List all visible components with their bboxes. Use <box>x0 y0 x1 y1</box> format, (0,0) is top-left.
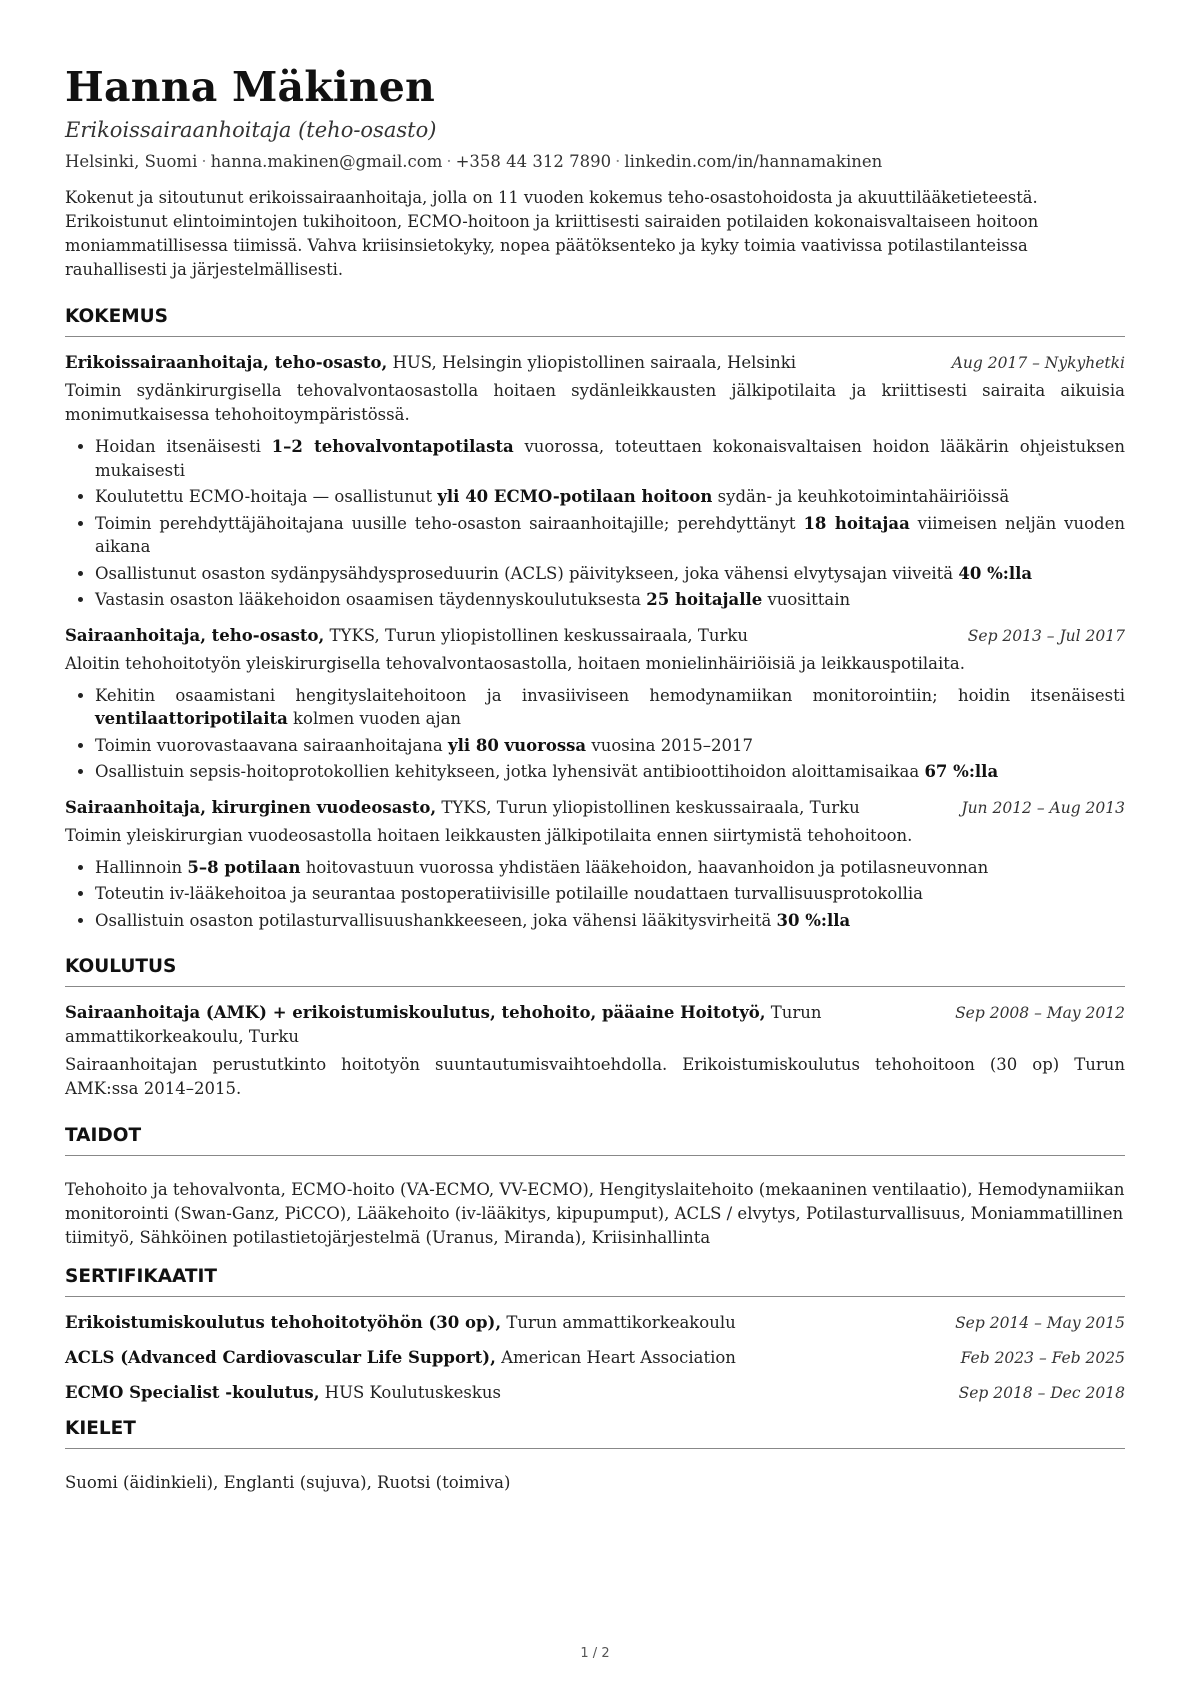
languages-list: Suomi (äidinkieli), Englanti (sujuva), Ruotsi (toimiva) <box>65 1473 511 1492</box>
experience-role: Sairaanhoitaja, kirurginen vuodeosasto, <box>65 797 437 817</box>
education-date: Sep 2008 – May 2012 <box>955 1004 1125 1022</box>
experience-entry <box>65 351 1125 612</box>
experience-bullets <box>65 435 1125 612</box>
bullet-item: • Toimin perehdyttäjähoitajana uusille teho-osaston sairaanhoitajille; perehdyttänyt 18 hoitajaa viimeisen neljän vuoden aikana <box>95 512 1125 559</box>
contact-line <box>65 150 1125 174</box>
contact-linkedin[interactable]: linkedin.com/in/hannamakinen <box>624 152 883 171</box>
bullet-item: • Koulutettu ECMO-hoitaja — osallistunut yli 40 ECMO-potilaan hoitoon sydän- ja keuhkotoimintahäiriöissä <box>95 485 1125 509</box>
experience-description: Toimin yleiskirurgian vuodeosastolla hoitaen leikkausten jälkipotilaita ennen siirtymistä tehohoitoon. <box>65 825 913 845</box>
profile-summary: Kokenut ja sitoutunut erikoissairaanhoitaja, jolla on 11 vuoden kokemus teho-osastohoidosta ja akuuttilääketieteestä. Erikoistunut elintoimintojen tukihoitoon, ECMO-hoitoon ja kriittisesti sairaiden potilaiden kokonaisvaltaiseen hoitoon moniammatillisessa tiimissä. Vahva kriisinsietokyky, nopea päätöksenteko ja kyky toimia vaativissa potilastilanteissa rauhallisesti ja järjestelmällisesti. <box>65 188 1039 279</box>
certificates-list <box>65 1311 1125 1405</box>
section-title-experience: KOKEMUS <box>65 304 1125 337</box>
experience-date: Jun 2012 – Aug 2013 <box>961 798 1125 817</box>
experience-org: TYKS, Turun yliopistollinen keskussairaala, Turku <box>324 625 748 645</box>
section-title-skills: TAIDOT <box>65 1123 1125 1156</box>
certificates-section <box>65 1264 1125 1405</box>
education-section <box>65 954 1125 1101</box>
certificate-name: ECMO Specialist -koulutus, <box>65 1383 320 1402</box>
bullet-item: • Hoidan itsenäisesti 1–2 tehovalvontapotilasta vuorossa, toteuttaen kokonaisvaltaisen hoidon lääkärin ohjeistuksen mukaisesti <box>95 435 1125 482</box>
bullet-item: • Hallinnoin 5–8 potilaan hoitovastuun vuorossa yhdistäen lääkehoidon, haavanhoidon ja potilasneuvonnan <box>95 856 1125 880</box>
experience-date: Aug 2017 – Nykyhetki <box>951 354 1125 372</box>
experience-role: Erikoissairaanhoitaja, teho-osasto, <box>65 353 388 372</box>
section-title-education: KOULUTUS <box>65 954 1125 987</box>
header <box>65 62 1125 282</box>
contact-email[interactable]: hanna.makinen@gmail.com <box>210 152 443 171</box>
experience-description: Aloitin tehohoitotyön yleiskirurgisella tehovalvontaosastolla, hoitaen monielinhäiriöisiä ja leikkauspotilaita. <box>65 653 965 673</box>
education-degree: Sairaanhoitaja (AMK) + erikoistumiskoulutus, tehohoito, pääaine Hoitotyö, <box>65 1003 766 1022</box>
certificate-date: Sep 2018 – Dec 2018 <box>958 1384 1125 1402</box>
languages-section <box>65 1416 1125 1495</box>
contact-location: Helsinki, Suomi <box>65 152 198 171</box>
certificate-item <box>65 1381 1125 1405</box>
bullet-item: • Kehitin osaamistani hengityslaitehoitoon ja invasiiviseen hemodynamiikan monitorointiin; hoidin itsenäisesti ventilaattoripotilaita kolmen vuoden ajan <box>95 684 1125 731</box>
certificate-name: Erikoistumiskoulutus tehohoitotyöhön (30 op), <box>65 1313 502 1332</box>
job-title: Erikoissairaanhoitaja (teho-osasto) <box>65 118 437 142</box>
experience-list <box>65 351 1125 932</box>
skills-section <box>65 1123 1125 1250</box>
education-school: Turun ammattikorkeakoulu, Turku <box>65 1003 822 1046</box>
skills-list: Tehohoito ja tehovalvonta, ECMO-hoito (VA-ECMO, VV-ECMO), Hengityslaitehoito (mekaaninen ventilaatio), Hemodynamiikan monitorointi (Swan-Ganz, PiCCO), Lääkehoito (iv-lääkitys, kipupumput), ACLS / elvytys, Potilasturvallisuus, Moniammatillinen tiimityö, Sähköinen potilastietojärjestelmä (Uranus, Miranda), Kriisinhallinta <box>65 1180 1125 1247</box>
experience-section <box>65 304 1125 932</box>
bullet-item: • Osallistuin osaston potilasturvallisuushankkeeseen, joka vähensi lääkitysvirheitä 30 %:lla <box>95 909 1125 933</box>
certificate-item <box>65 1346 1125 1370</box>
experience-org: TYKS, Turun yliopistollinen keskussairaala, Turku <box>436 797 860 817</box>
candidate-name: Hanna Mäkinen <box>65 63 435 111</box>
bullet-item: • Osallistunut osaston sydänpysähdysproseduurin (ACLS) päivitykseen, joka vähensi elvytysajan viiveitä 40 %:lla <box>95 562 1125 586</box>
certificate-item <box>65 1311 1125 1335</box>
education-description: Sairaanhoitajan perustutkinto hoitotyön suuntautumisvaihtoehdolla. Erikoistumiskoulutus tehohoitoon (30 op) Turun AMK:ssa 2014–2015. <box>65 1055 1125 1098</box>
bullet-item: • Vastasin osaston lääkehoidon osaamisen täydennyskoulutuksesta 25 hoitajalle vuosittain <box>95 588 1125 612</box>
certificate-date: Sep 2014 – May 2015 <box>955 1314 1125 1332</box>
contact-separator: · <box>201 152 207 171</box>
bullet-item: • Toimin vuorovastaavana sairaanhoitajana yli 80 vuorossa vuosina 2015–2017 <box>95 734 1125 758</box>
experience-bullets <box>65 856 1125 933</box>
section-title-certificates: SERTIFIKAATIT <box>65 1264 1125 1297</box>
contact-separator: · <box>446 152 452 171</box>
bullet-item: • Osallistuin sepsis-hoitoprotokollien kehitykseen, jotka lyhensivät antibioottihoidon aloittamisaikaa 67 %:lla <box>95 760 1125 784</box>
education-entry <box>65 1001 1125 1101</box>
section-title-languages: KIELET <box>65 1416 1125 1449</box>
experience-entry <box>65 796 1125 933</box>
page-number: 1 / 2 <box>580 1646 610 1661</box>
experience-date: Sep 2013 – Jul 2017 <box>967 626 1125 645</box>
experience-org: HUS, Helsingin yliopistollinen sairaala, Helsinki <box>387 353 797 372</box>
experience-description: Toimin sydänkirurgisella tehovalvontaosastolla hoitaen sydänleikkausten jälkipotilaita ja kriittisesti sairaita aikuisia monimutkaisessa tehohoitoympäristössä. <box>65 381 1125 424</box>
certificate-issuer: American Heart Association <box>495 1348 736 1367</box>
contact-phone[interactable]: +358 44 312 7890 <box>455 152 612 171</box>
certificate-date: Feb 2023 – Feb 2025 <box>960 1349 1125 1367</box>
experience-entry <box>65 624 1125 784</box>
bullet-item: • Toteutin iv-lääkehoitoa ja seurantaa postoperatiivisille potilaille noudattaen turvallisuusprotokollia <box>95 882 1125 906</box>
experience-bullets <box>65 684 1125 784</box>
contact-separator: · <box>615 152 621 171</box>
certificate-issuer: HUS Koulutuskeskus <box>319 1383 501 1402</box>
certificate-issuer: Turun ammattikorkeakoulu <box>501 1313 736 1332</box>
experience-role: Sairaanhoitaja, teho-osasto, <box>65 625 325 645</box>
certificate-name: ACLS (Advanced Cardiovascular Life Support), <box>65 1348 496 1367</box>
